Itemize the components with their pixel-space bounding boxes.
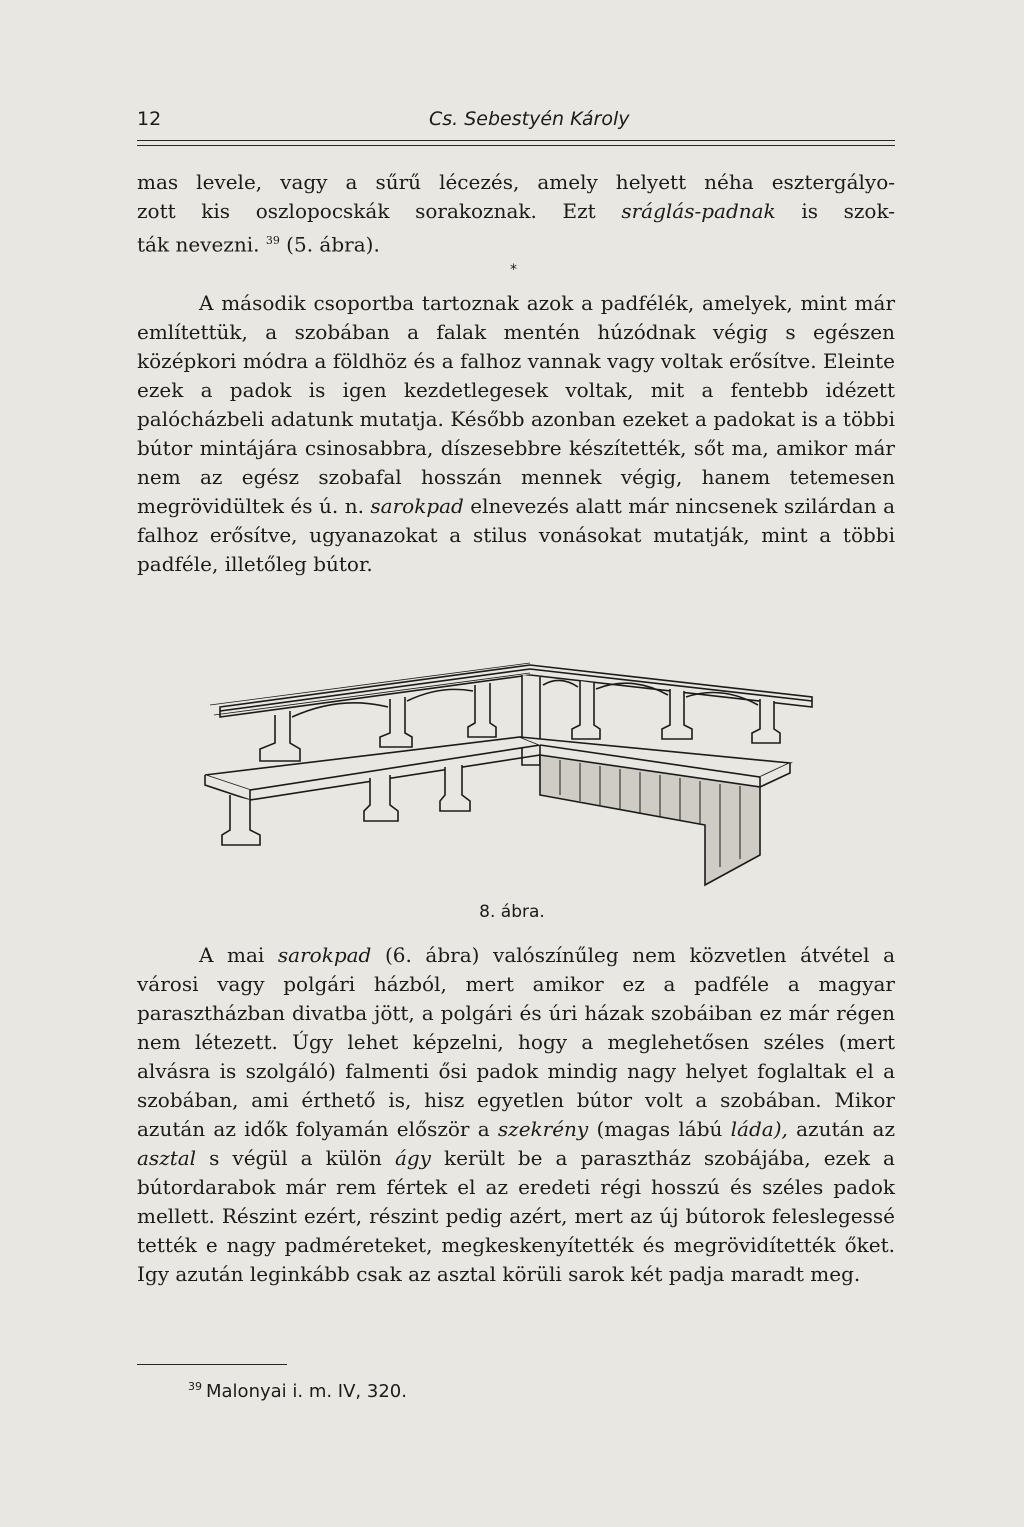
page-number: 12 (137, 108, 162, 130)
section-2-paragraph (137, 289, 895, 579)
paragraph (137, 289, 895, 579)
footnote-rule (137, 1364, 287, 1365)
corner-bench-illustration (200, 645, 820, 890)
running-title: Cs. Sebestyén Károly (429, 108, 630, 130)
paragraph (137, 941, 895, 1289)
text-line (137, 197, 895, 226)
footnote-text: Malonyai i. m. IV, 320. (206, 1381, 407, 1402)
page-header (137, 104, 895, 136)
figure-caption: 8. ábra. (479, 902, 545, 922)
text-line (137, 226, 895, 260)
text-run: azután az (787, 1117, 896, 1141)
italic-term: sráglás-padnak (621, 199, 776, 223)
text-run: s végül a külön (196, 1146, 395, 1170)
text-run: került be a parasztház szobájába, ezek a bútordarabok már rem fértek el az eredeti régi hosszú és széles padok mellett. Részint ezért, részint pedig azért, mert az új bútorok feleslegessé tették e nagy padméreteket, megkeskenyítették és megrövidítették őket. Igy azután leginkább csak az asztal körüli sarok két padja maradt meg. (137, 1146, 895, 1286)
footnote (188, 1380, 407, 1402)
italic-term: szekrény (497, 1117, 589, 1141)
text-run: A második csoportba tartoznak azok a padfélék, amelyek, mint már említettük, a szobában a falak mentén húzódnak végig s egészen középkori módra a földhöz és a falhoz vannak vagy voltak erősítve. Eleinte ezek a padok is igen kezdetlegesek voltak, mit a fentebb idézett palócházbeli adatunk mutatja. Később azonban ezeket a padokat is a többi bútor mintájára csinosabbra, díszesebbre készítették, sőt ma, amikor már nem az egész szobafal hosszán mennek végig, hanem tetemesen megrövidültek és ú. n. (137, 291, 895, 518)
text-run: is szok- (775, 199, 895, 223)
italic-term: sarokpad (277, 943, 372, 967)
text-run: A mai (199, 943, 278, 967)
italic-term: sarokpad (370, 494, 464, 518)
section-3-paragraph (137, 941, 895, 1289)
section-1-continuation (137, 168, 895, 260)
section-separator: * (510, 262, 517, 278)
text-run: zott kis oszlopocskák sorakoznak. Ezt (137, 199, 622, 223)
text-run: (6. ábra) valószínűleg nem közvetlen átvétel a városi vagy polgári házból, mert amikor ez a padféle a magyar parasztházban divatba jött, a polgári és úri házak szobáiban ez már régen nem létezett. Úgy lehet képzelni, hogy a meglehetősen széles (mert alvásra is szolgáló) falmenti ősi padok mindig nagy helyet foglaltak el a szobában, ami érthető is, hisz egyetlen bútor volt a szobában. Mikor azután az idők folyamán először a (137, 943, 895, 1141)
italic-term: láda), (730, 1117, 788, 1141)
text-run: elnevezés alatt már nincsenek szilárdan a falhoz erősítve, ugyanazokat a stilus vonásokat mutatják, mint a többi padféle, illetőleg bútor. (137, 494, 895, 576)
text-run: ták nevezni. (137, 232, 266, 257)
footnote-reference: 39 (265, 234, 280, 247)
italic-term: ágy (394, 1146, 431, 1170)
italic-term: asztal (137, 1146, 197, 1170)
text-run: (magas lábú (588, 1117, 731, 1141)
text-line: mas levele, vagy a sűrű lécezés, amely helyett néha esztergályo- (137, 170, 895, 194)
footnote-number: 39 (188, 1380, 202, 1393)
header-double-rule (137, 140, 895, 146)
text-run: (5. ábra). (279, 232, 380, 257)
